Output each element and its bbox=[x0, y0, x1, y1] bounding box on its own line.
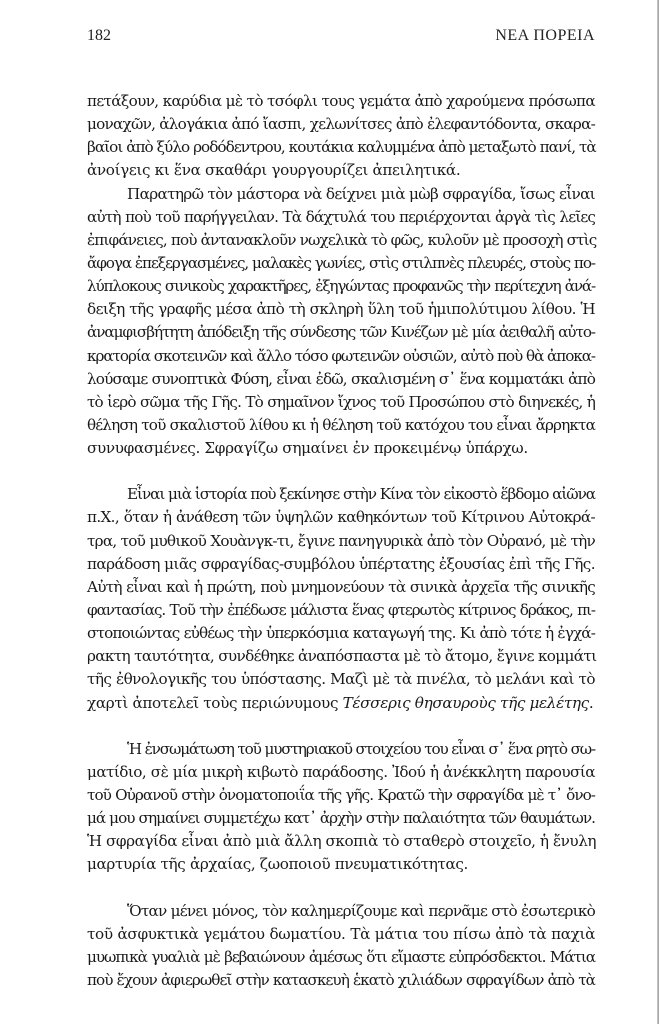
text-span: . bbox=[588, 693, 594, 712]
text-line: αὐτὴ ποὺ τοῦ παρήγγειλαν. Τὰ δάχτυλά του περιέρχονται ἀργὰ τὶς λεῖες bbox=[87, 207, 595, 226]
text-line: φαντασίας. Τοῦ τὴν ἐπέδωσε μάλιστα ἕνας φτερωτὸς κίτρινος δράκος, πι- bbox=[87, 600, 595, 619]
text-line: παράδοση μιᾶς σφραγίδας-συμβόλου ὑπέρτατης ἐξουσίας ἐπὶ τῆς Γῆς. bbox=[87, 554, 595, 573]
text-line: λούσαμε συνοπτικὰ Φύση, εἶναι ἐδῶ, σκαλισμένη σ᾽ ἕνα κομματάκι ἀπὸ bbox=[87, 369, 595, 388]
text-line: Εἶναι μιὰ ἱστορία ποὺ ξεκίνησε στὴν Κίνα τὸν εἰκοστὸ ἕβδομο αἰῶνα bbox=[127, 485, 595, 504]
page-body bbox=[87, 90, 595, 992]
paragraph bbox=[87, 900, 595, 993]
section-break bbox=[87, 715, 595, 738]
text-line: ἐπιφάνειες, ποὺ ἀντανακλοῦν νωχελικὰ τὸ φῶς, κυλοῦν μὲ προσοχὴ στὶς bbox=[87, 230, 597, 249]
text-line bbox=[87, 692, 595, 715]
page-number: 182 bbox=[87, 27, 111, 44]
text-line: ἀνοίγεις κι ἕνα σκαθάρι γουργουρίζει ἀπειλητικά. bbox=[87, 161, 461, 180]
paragraph bbox=[87, 483, 595, 714]
paragraph bbox=[87, 90, 595, 183]
section-break bbox=[87, 877, 595, 900]
text-line: δειξη τῆς γραφῆς μέσα ἀπὸ τὴ σκληρὴ ὕλη τοῦ ἡμιπολύτιμου λίθου. Ἡ bbox=[87, 300, 595, 319]
text-line: μοναχῶν, ἀλογάκια ἀπό ἴασπι, χελωνίτσες ἀπὸ ἐλεφαντόδοντα, σκαρα- bbox=[87, 115, 595, 134]
text-line: τῆς ἐθνολογικῆς του ὑπόστασης. Μαζὶ μὲ τὰ πινέλα, τὸ μελάνι καὶ τὸ bbox=[87, 670, 595, 689]
text-span: χαρτὶ ἀποτελεῖ τοὺς περιώνυμους bbox=[87, 693, 343, 712]
text-line: τοῦ ἀσφυκτικὰ γεμάτου δωματίου. Τὰ μάτια του πίσω ἀπὸ τὰ παχιὰ bbox=[87, 924, 595, 943]
text-line: Αὐτὴ εἶναι καὶ ἡ πρώτη, ποὺ μνημονεύουν τὰ σινικὰ ἀρχεῖα τῆς σινικῆς bbox=[87, 577, 595, 596]
text-line: Ὅταν μένει μόνος, τὸν καλημερίζουμε καὶ περνᾶμε στὸ ἐσωτερικὸ bbox=[127, 901, 595, 920]
text-line: ρακτη ταυτότητα, συνδέθηκε ἀναπόσπαστα μὲ τὸ ἄτομο, ἔγινε κομμάτι bbox=[87, 647, 597, 666]
text-line: Παρατηρῶ τὸν μάστορα νὰ δείχνει μιὰ μὼβ σφραγίδα, ἴσως εἶναι bbox=[127, 184, 595, 203]
text-line: λύπλοκους σινικοὺς χαρακτῆρες, ἐξηγώντας προφανῶς τὴν περίτεχνη ἀνά- bbox=[87, 277, 595, 296]
text-line: μυωπικὰ γυαλιὰ μὲ βεβαιώνουν ἀμέσως ὅτι εἴμαστε εὐπρόσδεκτοι. Μάτια bbox=[87, 947, 595, 966]
text-line: στοποιώντας εὐθέως τὴν ὑπερκόσμια καταγωγή της. Κι ἀπὸ τότε ἡ ἐγχά- bbox=[87, 624, 595, 643]
text-line: ἄφογα ἐπεξεργασμένες, μαλακὲς γωνίες, στὶς στιλπνὲς πλευρές, στοὺς πο- bbox=[87, 253, 595, 272]
text-line: τρα, τοῦ μυθικοῦ Χουὰνγκ-τι, ἔγινε πανηγυρικὰ ἀπὸ τὸν Οὐρανό, μὲ τὴν bbox=[87, 531, 595, 550]
text-line: ἀναμφισβήτητη ἀπόδειξη τῆς σύνδεσης τῶν Κινέζων μὲ μία ἀειθαλῆ αὐτο- bbox=[87, 323, 595, 342]
text-line: τοῦ Οὐρανοῦ στὴν ὀνοματοποιΐα τῆς γῆς. Κρατῶ τὴν σφραγίδα μὲ τ᾽ ὄνο- bbox=[87, 785, 595, 804]
text-line: μαρτυρία τῆς ἀρχαίας, ζωοποιοῦ πνευματικότητας. bbox=[87, 855, 469, 874]
text-line: βαῖοι ἀπὸ ξύλο ροδόδεντρου, κουτάκια καλυμμένα ἀπὸ μεταξωτὸ πανί, τὰ bbox=[87, 138, 596, 157]
text-line: συνυφασμένες. Σφραγίζω σημαίνει ἐν προκειμένῳ ὑπάρχω. bbox=[87, 439, 528, 458]
running-title: ΝΕΑ ΠΟΡΕΙΑ bbox=[495, 27, 595, 44]
paragraph bbox=[87, 183, 595, 461]
text-line: π.Χ., ὅταν ἡ ἀνάθεση τῶν ὑψηλῶν καθηκόντων τοῦ Κίτρινου Αὐτοκρά- bbox=[87, 508, 595, 527]
italic-book-title: Τέσσερις θησαυροὺς τῆς μελέτης bbox=[342, 693, 589, 712]
text-line: τὸ ἱερὸ σῶμα τῆς Γῆς. Τὸ σημαῖνον ἴχνος τοῦ Προσώπου στὸ διηνεκές, ἡ bbox=[87, 392, 595, 411]
text-line: κρατορία σκοτεινῶν καὶ ἄλλο τόσο φωτεινῶν οὐσιῶν, αὐτὸ ποὺ θὰ ἀποκα- bbox=[87, 346, 596, 365]
text-line: ποὺ ἔχουν ἀφιερωθεῖ στὴν κατασκευὴ ἑκατὸ χιλιάδων σφραγίδων ἀπὸ τὰ bbox=[87, 970, 595, 989]
text-line: πετάξουν, καρύδια μὲ τὸ τσόφλι τους γεμάτα ἀπὸ χαρούμενα πρόσωπα bbox=[87, 92, 595, 110]
section-break bbox=[87, 460, 595, 483]
text-line: Ἡ ἐνσωμάτωση τοῦ μυστηριακοῦ στοιχείου του εἶναι σ᾽ ἕνα ρητὸ σω- bbox=[127, 739, 595, 758]
text-line: ματίδιο, σὲ μία μικρὴ κιβωτὸ παράδοσης. Ἰδού ἡ ἀνέκκλητη παρουσία bbox=[87, 762, 595, 781]
text-line: Ἡ σφραγίδα εἶναι ἀπὸ μιὰ ἄλλη σκοπιὰ τὸ σταθερὸ στοιχεῖο, ἡ ἔνυλη bbox=[87, 832, 597, 851]
running-header bbox=[87, 27, 595, 49]
paragraph bbox=[87, 738, 595, 877]
scan-page-edge bbox=[657, 0, 659, 1024]
text-line: θέληση τοῦ σκαλιστοῦ λίθου κι ἡ θέληση τοῦ κατόχου του εἶναι ἄρρηκτα bbox=[87, 415, 595, 434]
text-line: μά μου σημαίνει συμμετέχω κατ᾽ ἀρχὴν στὴν παλαιότητα τῶν θαυμάτων. bbox=[87, 809, 595, 828]
